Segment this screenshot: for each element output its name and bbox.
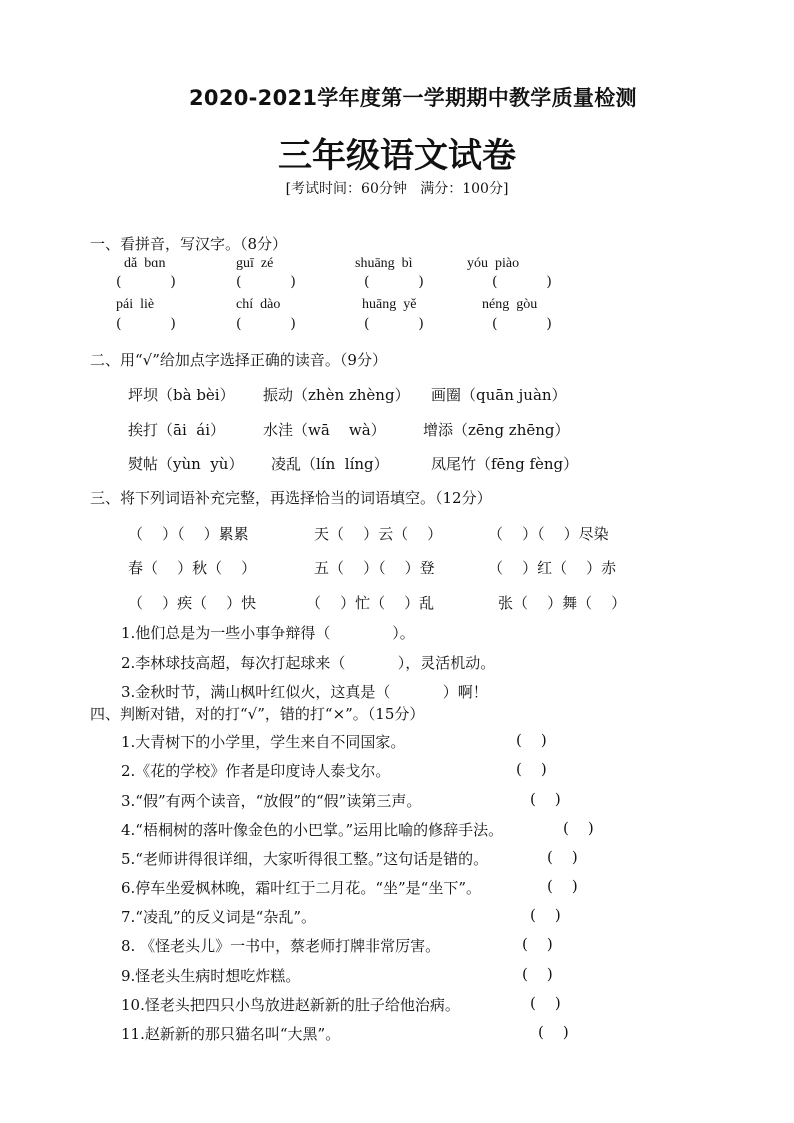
- judge-statement: 5.“老师讲得很详细，大家听得很工整。”这句话是错的。: [121, 850, 489, 868]
- section-2-title: 二、用“√”给加点字选择正确的读音。（9分）: [90, 351, 387, 369]
- pinyin-item: pái liè: [116, 297, 155, 312]
- idiom-fill: 天（ ）云（ ）: [314, 525, 443, 543]
- reading-choice: 振动（zhèn zhèng）: [263, 386, 410, 404]
- judge-answer[interactable]: ( ): [547, 848, 578, 866]
- judge-answer[interactable]: ( ): [516, 731, 547, 749]
- reading-choice: 画圈（quān juàn）: [431, 386, 567, 404]
- pinyin-item: huāng yě: [362, 297, 417, 312]
- judge-statement: 6.停车坐爱枫林晚，霜叶红于二月花。“坐”是“坐下”。: [121, 879, 481, 897]
- idiom-fill: （ ）（ ）累累: [128, 525, 249, 543]
- reading-choice: 坪坝（bà bèi）: [128, 386, 235, 404]
- idiom-fill: （ ）红（ ）赤: [488, 559, 617, 577]
- reading-choice: 水洼（wā wà）: [263, 421, 386, 439]
- exam-title: 三年级语文试卷: [278, 136, 516, 176]
- judge-answer[interactable]: ( ): [530, 994, 561, 1012]
- reading-choice: 增添（zēng zhēng）: [423, 421, 570, 439]
- answer-blank[interactable]: ( ): [116, 274, 176, 290]
- section-3-title: 三、将下列词语补充完整，再选择恰当的词语填空。（12分）: [90, 489, 492, 507]
- judge-statement: 7.“凌乱”的反义词是“杂乱”。: [121, 908, 316, 926]
- answer-blank[interactable]: ( ): [492, 274, 552, 290]
- answer-blank[interactable]: ( ): [236, 316, 296, 332]
- exam-header: 2020-2021学年度第一学期期中教学质量检测: [189, 86, 637, 110]
- judge-statement: 8. 《怪老头儿》一书中，蔡老师打牌非常厉害。: [121, 937, 441, 955]
- answer-blank[interactable]: ( ): [364, 274, 424, 290]
- judge-answer[interactable]: ( ): [547, 877, 578, 895]
- reading-choice: 熨帖（yùn yù）: [128, 455, 244, 473]
- reading-choice: 挨打（āi ái）: [128, 421, 226, 439]
- judge-answer[interactable]: ( ): [522, 935, 553, 953]
- judge-answer[interactable]: ( ): [522, 965, 553, 983]
- judge-answer[interactable]: ( ): [530, 790, 561, 808]
- reading-choice: 凤尾竹（fēng fèng）: [431, 455, 579, 473]
- section-1-title: 一、看拼音，写汉字。（8分）: [90, 235, 288, 253]
- idiom-fill: （ ）忙（ ）乱: [306, 594, 435, 612]
- answer-blank[interactable]: ( ): [364, 316, 424, 332]
- judge-answer[interactable]: ( ): [563, 819, 594, 837]
- fill-sentence: 3.金秋时节，满山枫叶红似火，这真是（ ）啊！: [121, 683, 488, 701]
- pinyin-item: guī zé: [236, 256, 274, 271]
- section-4-title: 四、判断对错，对的打“√”，错的打“×”。（15分）: [90, 705, 425, 723]
- judge-statement: 1.大青树下的小学里，学生来自不同国家。: [121, 733, 406, 751]
- judge-statement: 2.《花的学校》作者是印度诗人泰戈尔。: [121, 762, 391, 780]
- judge-answer[interactable]: ( ): [516, 760, 547, 778]
- pinyin-item: néng gòu: [482, 297, 538, 312]
- idiom-fill: （ ）疾（ ）快: [128, 594, 257, 612]
- reading-choice: 凌乱（lín líng）: [271, 455, 389, 473]
- fill-sentence: 1.他们总是为一些小事争辩得（ ）。: [121, 624, 415, 642]
- judge-statement: 11.赵新新的那只猫名叫“大黑”。: [121, 1025, 341, 1043]
- answer-blank[interactable]: ( ): [492, 316, 552, 332]
- judge-statement: 10.怪老头把四只小鸟放进赵新新的肚子给他治病。: [121, 996, 460, 1014]
- judge-statement: 4.“梧桐树的落叶像金色的小巴掌。”运用比喻的修辞手法。: [121, 821, 504, 839]
- idiom-fill: 五（ ）（ ）登: [314, 559, 435, 577]
- exam-subtitle: [考试时间：60分钟 满分：100分]: [285, 181, 509, 197]
- answer-blank[interactable]: ( ): [236, 274, 296, 290]
- idiom-fill: （ ）（ ）尽染: [488, 525, 609, 543]
- judge-statement: 3.“假”有两个读音，“放假”的“假”读第三声。: [121, 792, 422, 810]
- pinyin-item: shuāng bì: [355, 256, 413, 271]
- pinyin-item: dǎ bɑn: [124, 256, 166, 271]
- idiom-fill: 张（ ）舞（ ）: [498, 594, 627, 612]
- pinyin-item: chí dào: [236, 297, 281, 312]
- pinyin-item: yóu piào: [467, 256, 520, 271]
- answer-blank[interactable]: ( ): [116, 316, 176, 332]
- idiom-fill: 春（ ）秋（ ）: [128, 559, 257, 577]
- judge-answer[interactable]: ( ): [538, 1023, 569, 1041]
- judge-answer[interactable]: ( ): [530, 906, 561, 924]
- judge-statement: 9.怪老头生病时想吃炸糕。: [121, 967, 301, 985]
- fill-sentence: 2.李林球技高超，每次打起球来（ ），灵活机动。: [121, 654, 496, 672]
